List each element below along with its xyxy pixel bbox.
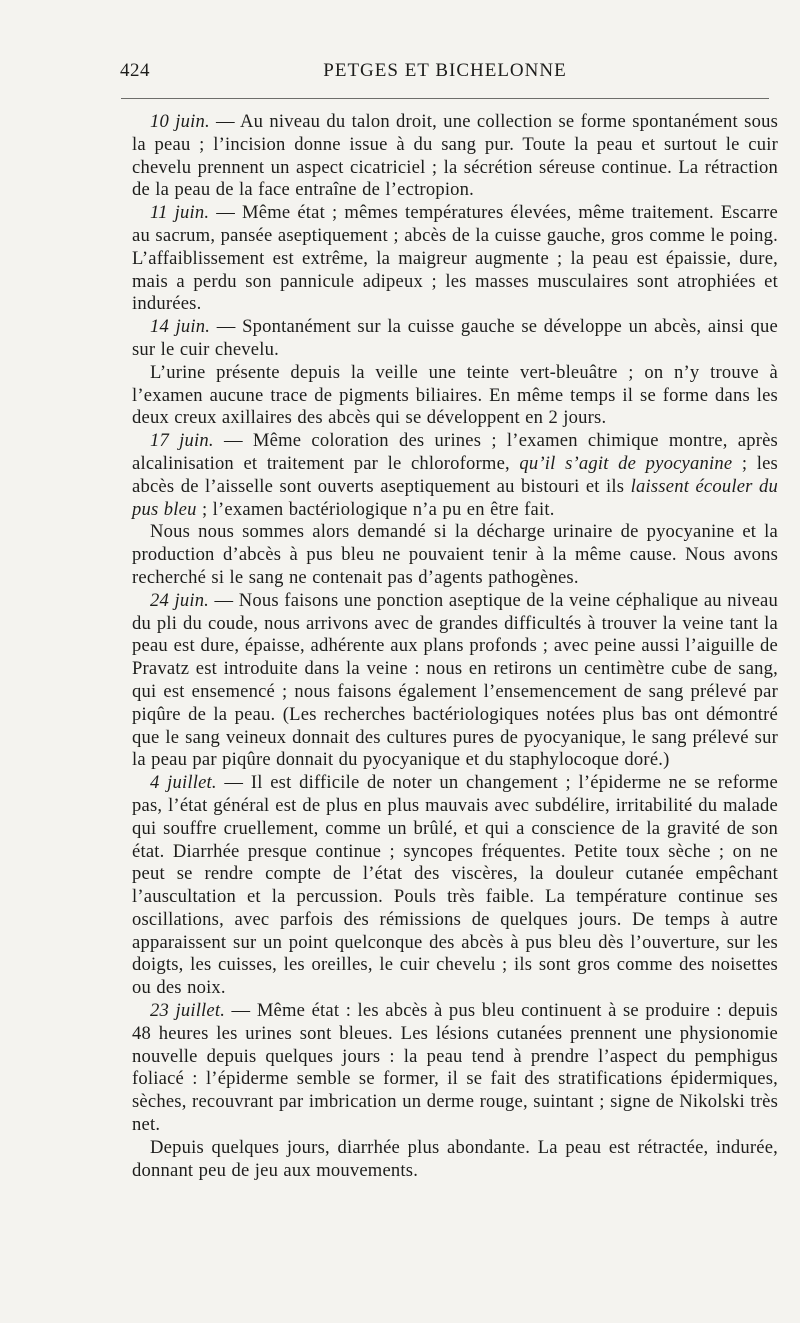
paragraph-hypothesis — [132, 521, 778, 589]
entry-date: 11 juin. — [150, 202, 210, 224]
entry-23-juillet — [132, 1000, 778, 1137]
entry-text: — Même état ; mêmes températures élevées, même traitement. Escarre au sacrum, pansée aseptiquement ; abcès de la cuisse gauche, gros comme le poing. L’affaiblissement est extrême, la maigreur augmente ; la peau est épaissie, dure, mais a perdu son pannicule adipeux ; les masses musculaires sont atrophiées et indurées. — [132, 202, 778, 315]
page-header — [120, 60, 770, 88]
entry-text: ; l’examen bactériologique n’a pu en être fait. — [196, 498, 555, 520]
paragraph-text: Nous nous sommes alors demandé si la décharge urinaire de pyocyanine et la production d’abcès à pus bleu ne pouvaient tenir à la même cause. Nous avons recherché si le sang ne contenait pas d’agents pathogènes. — [132, 521, 778, 588]
entry-11-juin — [132, 202, 778, 316]
entry-date: 17 juin. — [150, 430, 214, 452]
paragraph-urine — [132, 362, 778, 430]
entry-text: — Même coloration des urines ; l’examen chimique montre, après alcalinisation et traitement par le chloroforme, — [132, 430, 778, 474]
entry-text: — Au niveau du talon droit, une collection se forme spontanément sous la peau ; l’incision donne issue à du sang pur. Toute la peau et surtout le cuir chevelu prennent un aspect cicatriciel ; la sécrétion séreuse continue. La rétraction de la peau de la face entraîne de l’ectropion. — [132, 111, 778, 201]
entry-24-juin — [132, 590, 778, 772]
entry-text: ; les abcès de l’aisselle sont ouverts aseptiquement au bistouri et ils — [132, 452, 778, 497]
entry-date: 4 juillet. — [150, 772, 217, 794]
entry-4-juillet — [132, 772, 778, 1000]
paragraph-text: L’urine présente depuis la veille une teinte vert-bleuâtre ; on n’y trouve à l’examen aucune trace de pigments biliaires. En même temps il se forme dans les deux creux axillaires des abcès qui se développent en 2 jours. — [132, 361, 778, 429]
page-number: 424 — [120, 60, 150, 81]
paragraph-text: Depuis quelques jours, diarrhée plus abondante. La peau est rétractée, indurée, donnant peu de jeu aux mouvements. — [132, 1136, 778, 1181]
entry-10-juin — [132, 111, 778, 202]
italic-phrase: qu’il s’agit de pyocyanine — [519, 452, 733, 474]
italic-phrase: laissent écouler du pus bleu — [132, 475, 779, 520]
entry-text: — Même état : les abcès à pus bleu continuent à se produire : depuis 48 heures les urines sont bleues. Les lésions cutanées prennent une physionomie nouvelle depuis quelques jours : la peau tend à prendre l’aspect du pemphigus foliacé : l’épiderme semble se former, il se fait des stratifications épidermiques, sèches, recouvrant par imbrication un derme rouge, suintant ; signe de Nikolski très net. — [132, 1000, 778, 1136]
entry-date: 24 juin. — [150, 589, 210, 611]
entry-date: 10 juin. — [150, 111, 210, 132]
entry-date: 23 juillet. — [150, 1000, 226, 1022]
entry-text: — Spontanément sur la cuisse gauche se développe un abcès, ainsi que sur le cuir chevelu. — [132, 316, 778, 360]
entry-14-juin — [132, 316, 778, 362]
entry-17-juin — [132, 430, 778, 521]
entry-text: — Il est difficile de noter un changement ; l’épiderme ne se reforme pas, l’état général est de plus en plus mauvais avec subdélire, irritabilité du malade qui souffre cruellement, comme un brûlé, et qui a conscience de la gravité de son état. Diarrhée presque continue ; syncopes fréquentes. Petite toux sèche ; on ne peut se rendre compte de l’état des viscères, la douleur cutanée empêchant l’auscultation et la percussion. Pouls très faible. La température continue ses oscillations, avec parfois des rémissions de quelques jours. De temps à autre apparaissent sur un point quelconque des abcès à pus bleu dès l’ouverture, sur les doigts, les cuisses, les oreilles, le cuir chevelu ; ils sont gros comme des noisettes ou des noix. — [132, 772, 778, 999]
entry-date: 14 juin. — [150, 316, 211, 338]
header-rule — [121, 98, 769, 99]
paragraph-diarrhee — [132, 1137, 778, 1183]
entry-text: — Nous faisons une ponction aseptique de la veine céphalique au niveau du pli du coude, nous arrivons avec de grandes difficultés à trouver la veine tant la peau est dure, épaisse, adhérente aux plans profonds ; avec peine aussi l’aiguille de Pravatz est introduite dans la veine : nous en retirons un centimètre cube de sang, qui est ensemencé ; nous faisons également l’ensemencement de sang prélevé par piqûre de la peau. (Les recherches bactériologiques notées plus bas ont démontré que le sang veineux donnait des cultures pures de pyocyanique, le sang prélevé sur la peau par piqûre donnait du pyocyanique et du staphylocoque doré.) — [132, 589, 778, 771]
body-text — [132, 111, 778, 1182]
running-title: PETGES ET BICHELONNE — [323, 60, 567, 81]
